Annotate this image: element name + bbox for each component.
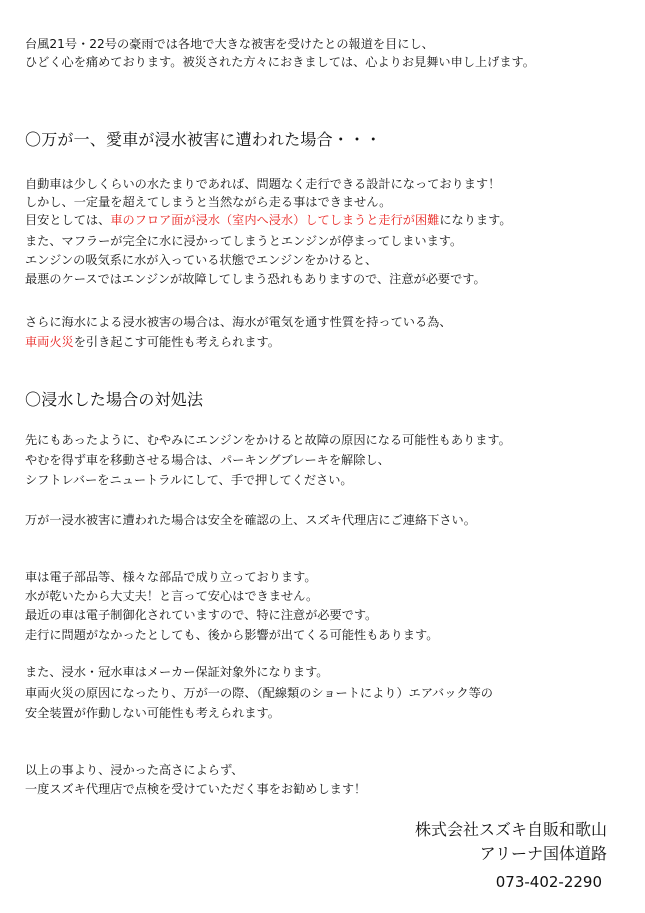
section1-p1-line-2: しかし、一定量を超えてしまうと当然ながら走る事はできません。	[25, 195, 392, 209]
section2-p2-line-1: 万が一浸水被害に遭われた場合は安全を確認の上、スズキ代理店にご連絡下さい。	[25, 513, 476, 527]
section1-p2-line-2	[25, 334, 280, 350]
section1-p2-line-2-suffix: を引き起こす可能性も考えられます。	[73, 335, 280, 349]
section1-p2-line-1: さらに海水による浸水被害の場合は、海水が電気を通す性質を持っている為、	[25, 315, 452, 329]
highlight-vehicle-fire: 車両火災	[25, 335, 74, 349]
section1-p1-line-5: エンジンの吸気系に水が入っている状態でエンジンをかけると、	[25, 253, 378, 267]
section1-p1-line-3-prefix: 目安としては、	[25, 213, 111, 227]
section2-heading: 〇浸水した場合の対処法	[25, 390, 204, 409]
section2-p1-line-2: やむを得ず車を移動させる場合は、パーキングブレーキを解除し、	[25, 453, 390, 467]
section3-p2-line-3: 安全装置が作動しない可能性も考えられます。	[25, 706, 280, 720]
section2-p1-line-1: 先にもあったように、むやみにエンジンをかけると故障の原因になる可能性もあります。	[25, 433, 511, 447]
intro-line-2: ひどく心を痛めております。被災された方々におきましては、心よりお見舞い申し上げます。	[25, 55, 535, 69]
closing-line-2: 一度スズキ代理店で点検を受けていただく事をお勧めします！	[25, 782, 367, 796]
section3-p1-line-2: 水が乾いたから大丈夫！と言って安心はできません。	[25, 589, 319, 603]
closing-line-1: 以上の事より、浸かった高さによらず、	[25, 763, 244, 777]
section1-p1-line-4: また、マフラーが完全に水に浸かってしまうとエンジンが停まってしまいます。	[25, 234, 463, 248]
section3-p2-line-1: また、浸水・冠水車はメーカー保証対象外になります。	[25, 665, 329, 679]
section1-p1-line-6: 最悪のケースではエンジンが故障してしまう恐れもありますので、注意が必要です。	[25, 272, 486, 286]
intro-line-1: 台風21号・22号の豪雨では各地で大きな被害を受けたとの報道を目にし、	[25, 37, 434, 51]
highlight-floor-flooding: 車のフロア面が浸水（室内へ浸水）してしまうと走行が困難	[110, 213, 440, 227]
section3-p1-line-3: 最近の車は電子制御化されていますので、特に注意が必要です。	[25, 608, 378, 622]
footer-company-name: 株式会社スズキ自販和歌山	[414, 820, 607, 839]
footer-phone-number: 073-402-2290	[495, 873, 602, 891]
footer-branch-name: アリーナ国体道路	[479, 844, 607, 863]
section1-p1-line-3-suffix: になります。	[439, 213, 512, 227]
section3-p1-line-4: 走行に問題がなかったとしても、後から影響が出てくる可能性もあります。	[25, 628, 439, 642]
section3-p2-line-2: 車両火災の原因になったり、万が一の際、（配線類のショートにより）エアバック等の	[25, 686, 493, 700]
section2-p1-line-3: シフトレバーをニュートラルにして、手で押してください。	[25, 473, 353, 487]
section1-heading: 〇万が一、愛車が浸水被害に遭われた場合・・・	[25, 130, 382, 149]
section1-p1-line-1: 自動車は少しくらいの水たまりであれば、問題なく走行できる設計になっております！	[25, 177, 501, 191]
section3-p1-line-1: 車は電子部品等、様々な部品で成り立っております。	[25, 570, 317, 584]
section1-p1-line-3	[25, 212, 512, 228]
